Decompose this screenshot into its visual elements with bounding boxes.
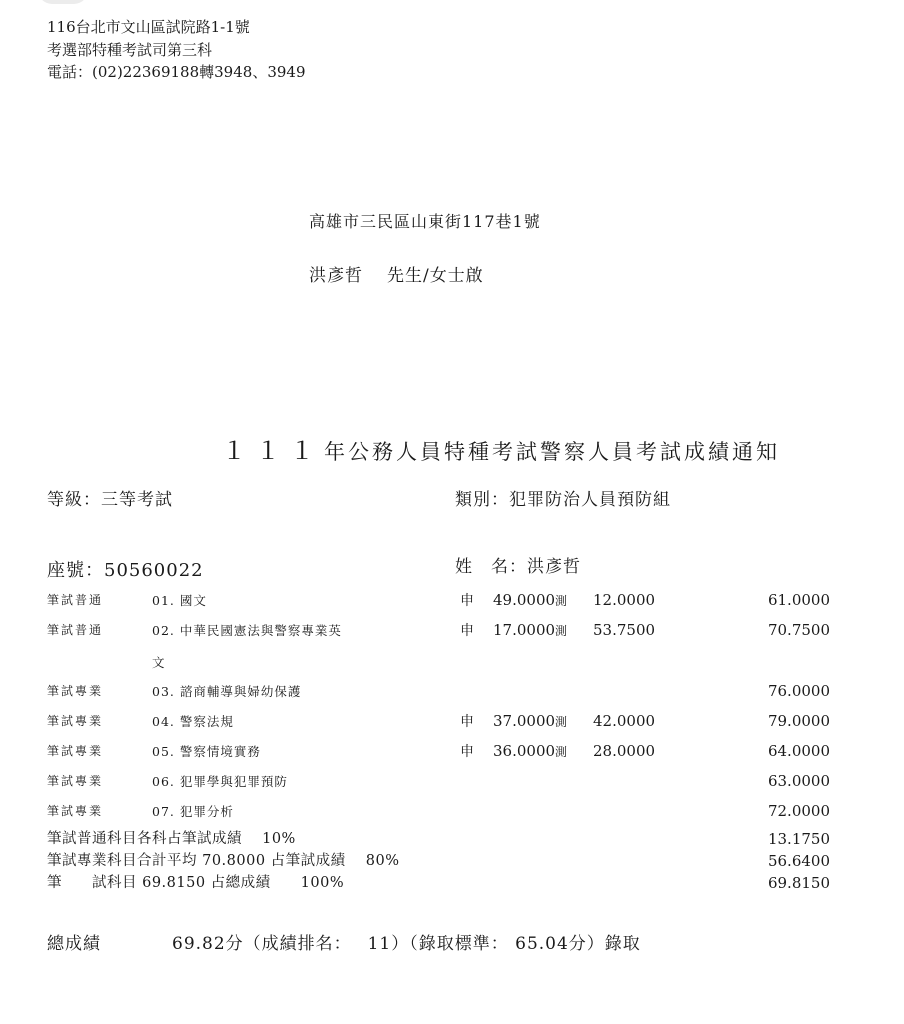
ce-score: 28.0000 [593, 742, 656, 760]
subject-score: 79.0000 [767, 712, 830, 730]
sender-address: 116台北市文山區試院路1-1號 [47, 18, 250, 36]
scan-artifact [38, 0, 88, 4]
title-text: 年公務人員特種考試警察人員考試成績通知 [324, 440, 780, 464]
level-label: 等級： [47, 490, 101, 510]
level-field [47, 485, 173, 510]
subject-name: 05. 警察情境實務 [152, 744, 261, 759]
subject-type: 筆試普通 [47, 593, 104, 607]
subject-score: 76.0000 [767, 682, 830, 700]
name-label: 姓 名： [455, 557, 527, 577]
shen-mark: 申 [460, 714, 474, 730]
title-year: １１１ [222, 437, 324, 465]
subject-type: 筆試專業 [47, 714, 104, 728]
cutoff-text: （錄取標準： 65.04分） [409, 934, 605, 954]
subject-name: 06. 犯罪學與犯罪預防 [152, 774, 288, 789]
shen-score: 17.0000測 [493, 621, 568, 639]
subject-score: 63.0000 [767, 772, 830, 790]
summary-score: 69.8150 [767, 874, 830, 892]
subject-type: 筆試普通 [47, 623, 104, 637]
category-field [455, 485, 671, 510]
sender-department: 考選部特種考試司第三科 [47, 41, 213, 59]
total-line [172, 929, 641, 954]
level-value: 三等考試 [101, 490, 173, 510]
subject-type: 筆試專業 [47, 684, 104, 698]
shen-score: 36.0000測 [493, 742, 568, 760]
subject-score: 61.0000 [767, 591, 830, 609]
subject-name-continued: 文 [152, 655, 166, 670]
recipient-name: 洪彥哲 [309, 266, 363, 286]
recipient-line [309, 261, 484, 286]
name-value: 洪彥哲 [527, 557, 581, 577]
summary-text: 筆 試科目 69.8150 占總成績 100% [47, 875, 345, 891]
recipient-salutation: 先生/女士啟 [387, 266, 484, 286]
shen-mark: 申 [460, 744, 474, 760]
subject-name: 03. 諮商輔導與婦幼保護 [152, 684, 302, 699]
shen-mark: 申 [460, 593, 474, 609]
subject-name: 07. 犯罪分析 [152, 804, 234, 819]
seat-label: 座號： [47, 560, 104, 581]
shen-score: 37.0000測 [493, 712, 568, 730]
subject-score: 64.0000 [767, 742, 830, 760]
subject-score: 70.7500 [767, 621, 830, 639]
result-badge: 錄取 [604, 934, 641, 954]
summary-text: 筆試普通科目各科占筆試成績 10% [47, 831, 296, 847]
summary-score: 13.1750 [767, 830, 830, 848]
subject-type: 筆試專業 [47, 774, 104, 788]
category-label: 類別： [455, 490, 509, 510]
rank-text: （成績排名： 11） [243, 934, 410, 954]
seat-value: 50560022 [104, 560, 204, 581]
subject-type: 筆試專業 [47, 744, 104, 758]
seat-field [47, 556, 204, 582]
name-field [455, 552, 581, 577]
subject-name: 04. 警察法規 [152, 714, 234, 729]
summary-text: 筆試專業科目合計平均 70.8000 占筆試成績 80% [47, 853, 400, 869]
ce-score: 53.7500 [593, 621, 656, 639]
sender-phone: 電話：(02)22369188轉3948、3949 [47, 63, 306, 81]
subject-name: 01. 國文 [152, 593, 207, 608]
subject-score: 72.0000 [767, 802, 830, 820]
subject-name: 02. 中華民國憲法與警察專業英 [152, 623, 342, 638]
shen-mark: 申 [460, 623, 474, 639]
recipient-address: 高雄市三民區山東街117巷1號 [309, 212, 541, 231]
total-score: 69.82分 [172, 934, 244, 954]
ce-score: 42.0000 [593, 712, 656, 730]
notice-title [222, 431, 780, 466]
ce-score: 12.0000 [593, 591, 656, 609]
summary-score: 56.6400 [767, 852, 830, 870]
category-value: 犯罪防治人員預防組 [509, 490, 671, 510]
shen-score: 49.0000測 [493, 591, 568, 609]
total-label: 總成績 [47, 934, 101, 954]
subject-type: 筆試專業 [47, 804, 104, 818]
